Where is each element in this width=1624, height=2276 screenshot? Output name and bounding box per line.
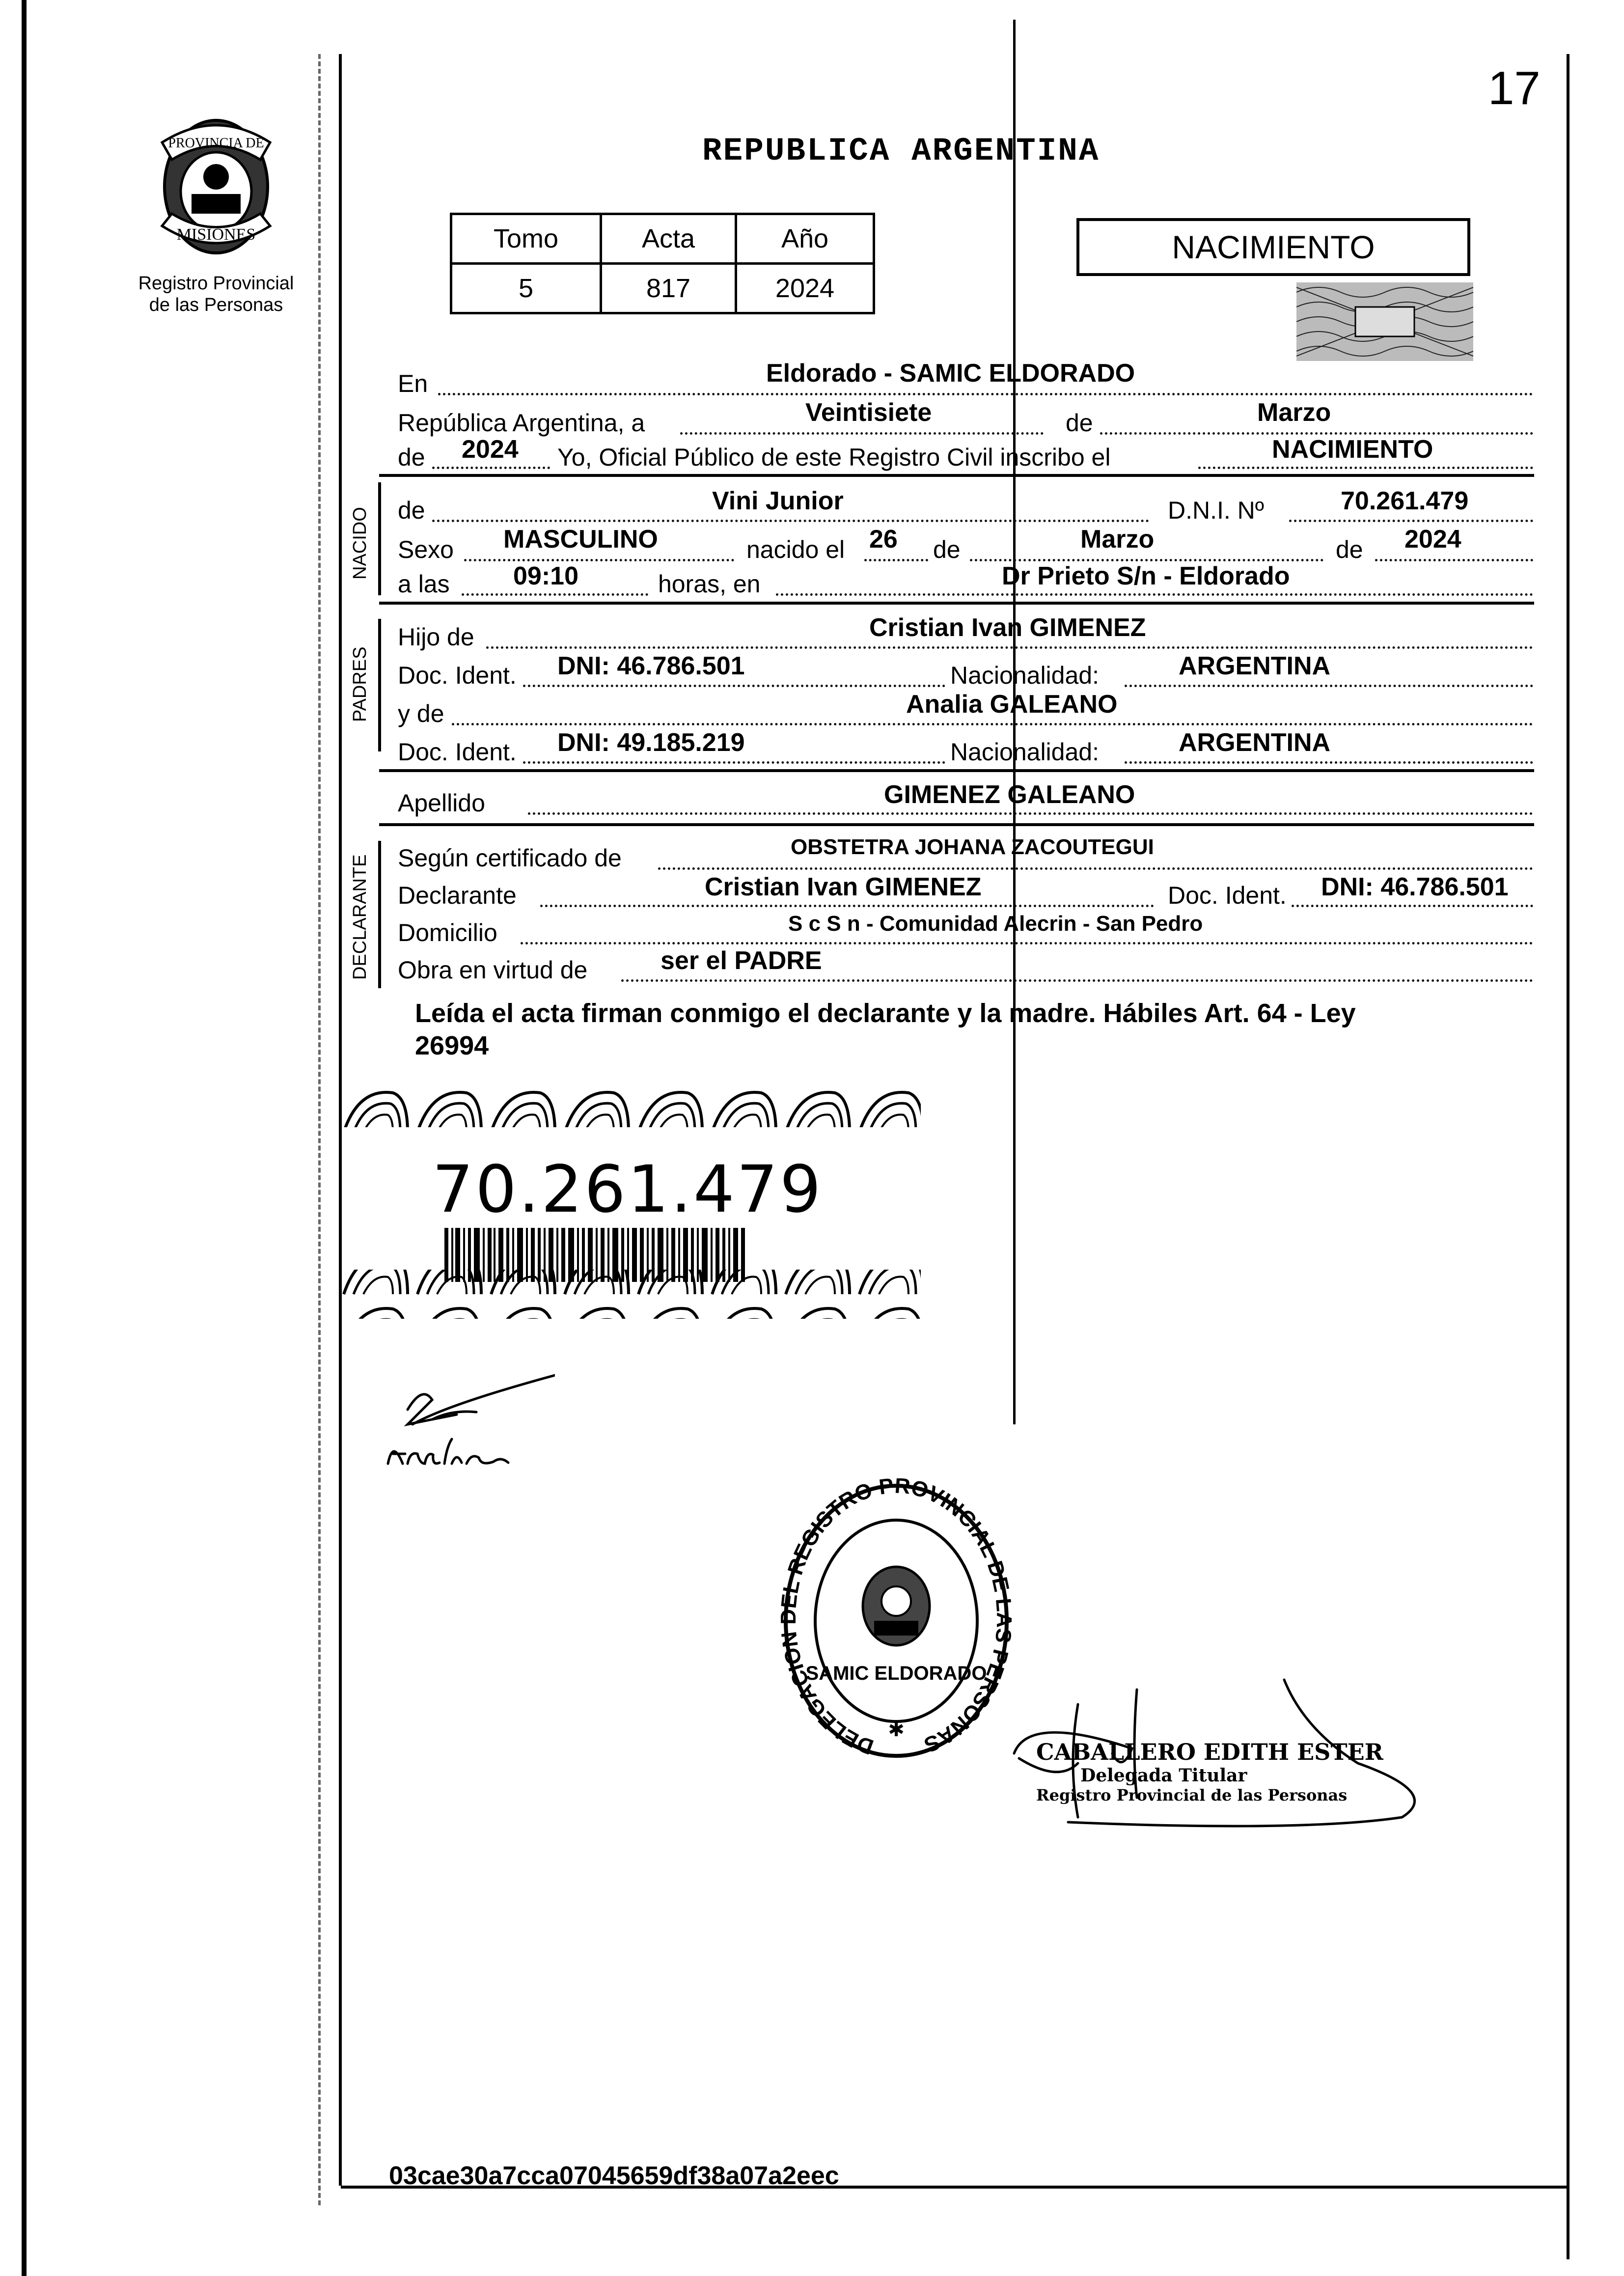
apellido-line bbox=[528, 812, 1533, 815]
svg-text:PROVINCIA DE: PROVINCIA DE bbox=[168, 136, 264, 151]
mother-signature bbox=[378, 1365, 555, 1478]
decl-value: Cristian Ivan GIMENEZ bbox=[705, 873, 982, 901]
birth-year: 2024 bbox=[1404, 525, 1461, 554]
sexo-line bbox=[464, 559, 734, 561]
apellido-label: Apellido bbox=[398, 789, 485, 817]
closing-text bbox=[415, 997, 1356, 1062]
birth-place-line bbox=[776, 593, 1533, 596]
book-table bbox=[450, 213, 875, 314]
obra-line bbox=[621, 979, 1533, 982]
father-nat: ARGENTINA bbox=[1179, 652, 1331, 680]
mother-nat: ARGENTINA bbox=[1179, 728, 1331, 757]
mother-doc-label: Doc. Ident. bbox=[398, 738, 517, 766]
en-label: En bbox=[398, 370, 428, 397]
birth-day-line bbox=[864, 559, 928, 561]
nacido-de-label: de bbox=[398, 497, 425, 524]
en-line bbox=[438, 393, 1533, 395]
nacido-name: Vini Junior bbox=[712, 487, 844, 515]
book-anio: 2024 bbox=[736, 264, 874, 313]
country-title: REPUBLICA ARGENTINA bbox=[702, 133, 1100, 169]
yde-label: y de bbox=[398, 700, 444, 727]
right-margin-line bbox=[1567, 54, 1569, 2259]
nacido-name-line bbox=[432, 520, 1149, 522]
left-margin-line bbox=[22, 0, 27, 2276]
act-type: NACIMIENTO bbox=[1272, 435, 1433, 464]
de-label-2: de bbox=[398, 444, 425, 471]
day-line bbox=[680, 432, 1044, 435]
dom-value: S c S n - Comunidad Alecrin - San Pedro bbox=[788, 912, 1203, 936]
mother-nat-line bbox=[1125, 761, 1533, 764]
svg-text:SAMIC ELDORADO: SAMIC ELDORADO bbox=[805, 1663, 987, 1684]
stamp-line-1: CABALLERO EDITH ESTER bbox=[1036, 1739, 1383, 1765]
mother-doc-line bbox=[523, 761, 945, 764]
book-header-tomo: Tomo bbox=[451, 214, 601, 264]
section-rule-2 bbox=[379, 602, 1534, 605]
father-doc-label: Doc. Ident. bbox=[398, 662, 517, 689]
stamp-line-3: Registro Provincial de las Personas bbox=[1036, 1786, 1348, 1804]
dni-line bbox=[1289, 520, 1533, 522]
book-tomo: 5 bbox=[451, 264, 601, 313]
svg-text:MISIONES: MISIONES bbox=[176, 225, 256, 244]
cert-value: OBSTETRA JOHANA ZACOUTEGUI bbox=[791, 835, 1154, 859]
book-header-acta: Acta bbox=[601, 214, 736, 264]
registry-line1: Registro Provincial bbox=[138, 273, 294, 294]
registry-line2: de las Personas bbox=[149, 295, 283, 315]
birth-month: Marzo bbox=[1080, 525, 1155, 554]
cert-line bbox=[658, 867, 1533, 870]
birth-day: 26 bbox=[869, 525, 898, 554]
padres-side-label: PADRES bbox=[350, 646, 370, 722]
birth-de-label: de bbox=[933, 536, 961, 563]
republica-label: República Argentina, a bbox=[398, 409, 645, 437]
record-type-box: NACIMIENTO bbox=[1076, 218, 1470, 276]
center-fold-line bbox=[1013, 20, 1016, 1424]
decl-label: Declarante bbox=[398, 882, 517, 909]
sexo-value: MASCULINO bbox=[503, 525, 658, 554]
svg-text:✱: ✱ bbox=[888, 1719, 905, 1741]
obra-value: ser el PADRE bbox=[661, 946, 822, 975]
section-rule-3 bbox=[379, 769, 1534, 772]
nacido-side-label: NACIDO bbox=[350, 507, 370, 580]
sticker-number: 70.261.479 bbox=[432, 1152, 823, 1227]
horas-label: horas, en bbox=[658, 570, 761, 598]
document-hash: 03cae30a7cca07045659df38a07a2eec bbox=[389, 2162, 839, 2190]
closing-line-2: 26994 bbox=[415, 1031, 489, 1060]
birth-de-label-2: de bbox=[1336, 536, 1363, 563]
delegation-seal bbox=[781, 1478, 1012, 1763]
father-name: Cristian Ivan GIMENEZ bbox=[869, 613, 1146, 642]
birth-time: 09:10 bbox=[513, 562, 578, 590]
decl-line bbox=[540, 905, 1154, 907]
book-header-anio: Año bbox=[736, 214, 874, 264]
provincial-logo bbox=[142, 113, 290, 260]
mother-nat-label: Nacionalidad: bbox=[950, 738, 1099, 766]
official-stamp bbox=[1036, 1739, 1383, 1804]
father-doc-line bbox=[523, 685, 945, 687]
decl-doc: DNI: 46.786.501 bbox=[1321, 873, 1509, 901]
en-place: Eldorado - SAMIC ELDORADO bbox=[766, 359, 1135, 388]
cert-label: Según certificado de bbox=[398, 844, 622, 872]
dom-line bbox=[521, 942, 1533, 944]
closing-line-1: Leída el acta firman conmigo el declarante y la madre. Hábiles Art. 64 - Ley bbox=[415, 999, 1356, 1028]
mother-doc: DNI: 49.185.219 bbox=[557, 728, 745, 757]
day-words: Veintisiete bbox=[805, 398, 932, 427]
time-line bbox=[462, 593, 648, 596]
security-pattern-icon bbox=[1296, 282, 1473, 361]
decl-doc-label: Doc. Ident. bbox=[1168, 882, 1287, 909]
svg-text:DELEGACION DEL REGISTRO PROVIN: DELEGACIO L REGISTRO PROVINCIAL DE PERSONAS bbox=[781, 1478, 1012, 1759]
sticker-barcode bbox=[444, 1228, 749, 1282]
father-nat-label: Nacionalidad: bbox=[950, 662, 1099, 689]
apellido-value: GIMENEZ GALEANO bbox=[884, 780, 1135, 809]
de-label-1: de bbox=[1066, 409, 1093, 437]
dom-label: Domicilio bbox=[398, 919, 497, 946]
father-nat-line bbox=[1125, 685, 1533, 687]
act-type-line bbox=[1198, 467, 1533, 469]
father-line bbox=[486, 646, 1533, 649]
dni-label: D.N.I. Nº bbox=[1168, 497, 1265, 524]
birth-year-line bbox=[1375, 559, 1533, 561]
padres-bracket bbox=[378, 619, 381, 751]
yo-text: Yo, Oficial Público de este Registro Civil inscribo el bbox=[557, 444, 1111, 471]
section-rule-1 bbox=[379, 474, 1534, 477]
father-doc: DNI: 46.786.501 bbox=[557, 652, 745, 680]
declarante-bracket bbox=[378, 841, 381, 988]
perforation-marks bbox=[318, 54, 321, 2205]
nacido-bracket bbox=[378, 482, 381, 595]
obra-label: Obra en virtud de bbox=[398, 956, 588, 984]
book-acta: 817 bbox=[601, 264, 736, 313]
month: Marzo bbox=[1257, 398, 1331, 427]
registry-name bbox=[123, 273, 309, 316]
stamp-line-2: Delegada Titular bbox=[1080, 1765, 1247, 1786]
mother-name: Analia GALEANO bbox=[906, 690, 1118, 719]
section-rule-4 bbox=[379, 823, 1534, 826]
declarante-side-label: DECLARANTE bbox=[350, 854, 370, 980]
nacido-el-label: nacido el bbox=[746, 536, 845, 563]
year-line bbox=[432, 467, 550, 469]
nacido-dni: 70.261.479 bbox=[1341, 487, 1469, 515]
page-number: 17 bbox=[1488, 62, 1541, 114]
alas-label: a las bbox=[398, 570, 450, 598]
mother-line bbox=[452, 723, 1533, 725]
year: 2024 bbox=[462, 435, 519, 464]
decl-doc-line bbox=[1292, 905, 1533, 907]
sexo-label: Sexo bbox=[398, 536, 454, 563]
birth-place: Dr Prieto S/n - Eldorado bbox=[1002, 562, 1290, 590]
hijo-label: Hijo de bbox=[398, 623, 474, 651]
